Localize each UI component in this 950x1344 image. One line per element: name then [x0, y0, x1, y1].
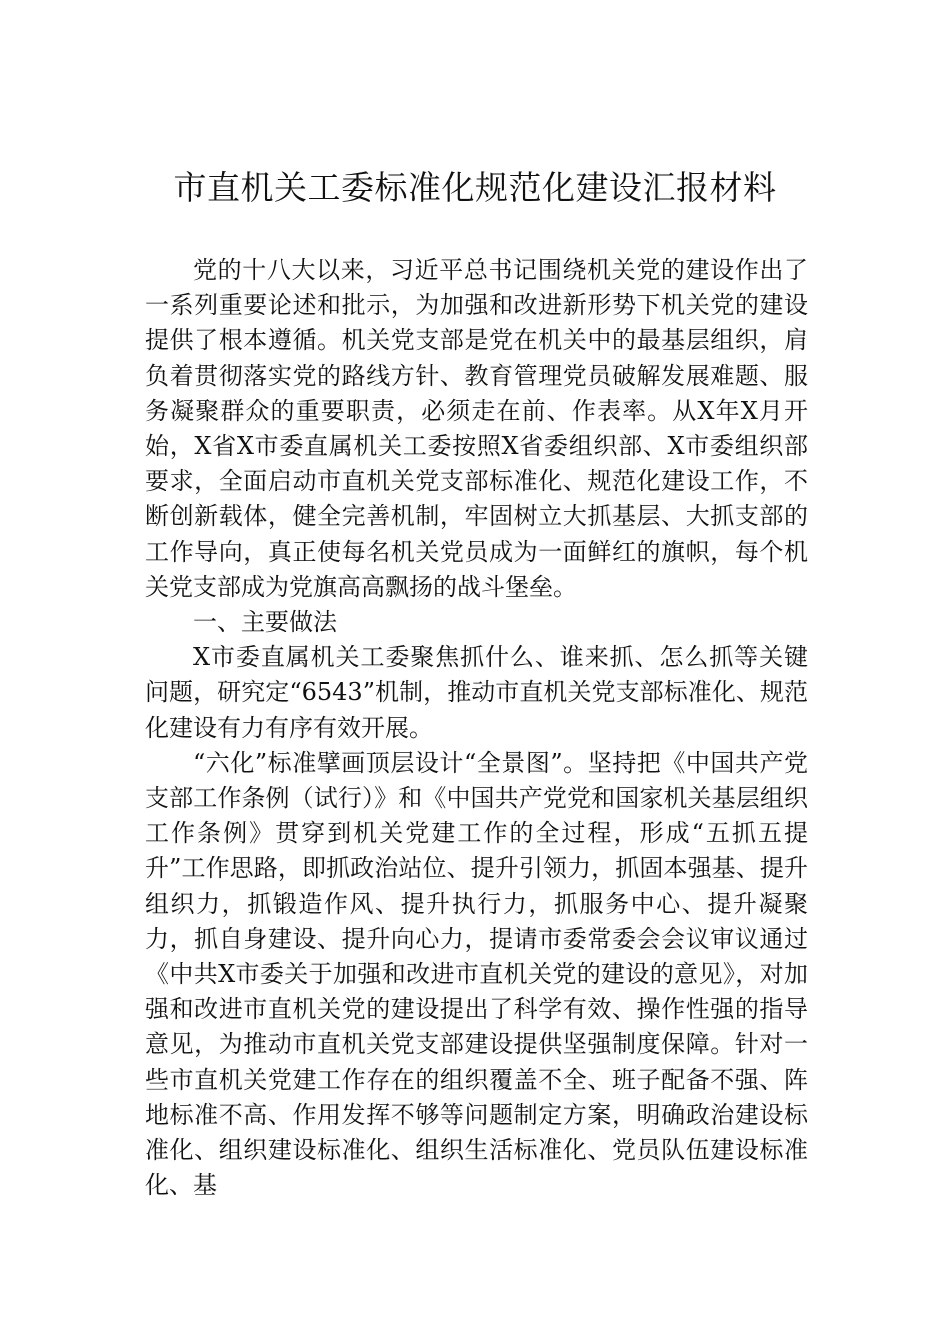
section-paragraph-1: X市委直属机关工委聚焦抓什么、谁来抓、怎么抓等关键问题，研究定“6543”机制，推动市直机关党支部标准化、规范化建设有力有序有效开展。: [145, 643, 808, 742]
intro-paragraph: 党的十八大以来，习近平总书记围绕机关党的建设作出了一系列重要论述和批示，为加强和改进新形势下机关党的建设提供了根本遵循。机关党支部是党在机关中的最基层组织，肩负着贯彻落实党的路线方针、教育管理党员破解发展难题、服务凝聚群众的重要职责，必须走在前、作表率。从X年X月开始，X省X市委直属机关工委按照X省委组织部、X市委组织部要求，全面启动市直机关党支部标准化、规范化建设工作，不断创新载体，健全完善机制，牢固树立大抓基层、大抓支部的工作导向，真正使每名机关党员成为一面鲜红的旗帜，每个机关党支部成为党旗高高飘扬的战斗堡垒。: [145, 256, 808, 601]
section-heading: 一、主要做法: [193, 608, 337, 637]
document-body: [145, 253, 808, 1203]
document-title: 市直机关工委标准化规范化建设汇报材料: [173, 168, 777, 207]
section-paragraph-2: “六化”标准擘画顶层设计“全景图”。坚持把《中国共产党支部工作条例（试行）》和《中国共产党党和国家机关基层组织工作条例》贯穿到机关党建工作的全过程，形成“五抓五提升”工作思路，即抓政治站位、提升引领力，抓固本强基、提升组织力，抓锻造作风、提升执行力，抓服务中心、提升凝聚力，抓自身建设、提升向心力，提请市委常委会会议审议通过《中共X市委关于加强和改进市直机关党的建设的意见》，对加强和改进市直机关党的建设提出了科学有效、操作性强的指导意见，为推动市直机关党支部建设提供坚强制度保障。针对一些市直机关党建工作存在的组织覆盖不全、班子配备不强、阵地标准不高、作用发挥不够等问题制定方案，明确政治建设标准化、组织建设标准化、组织生活标准化、党员队伍建设标准化、基: [145, 748, 808, 1200]
